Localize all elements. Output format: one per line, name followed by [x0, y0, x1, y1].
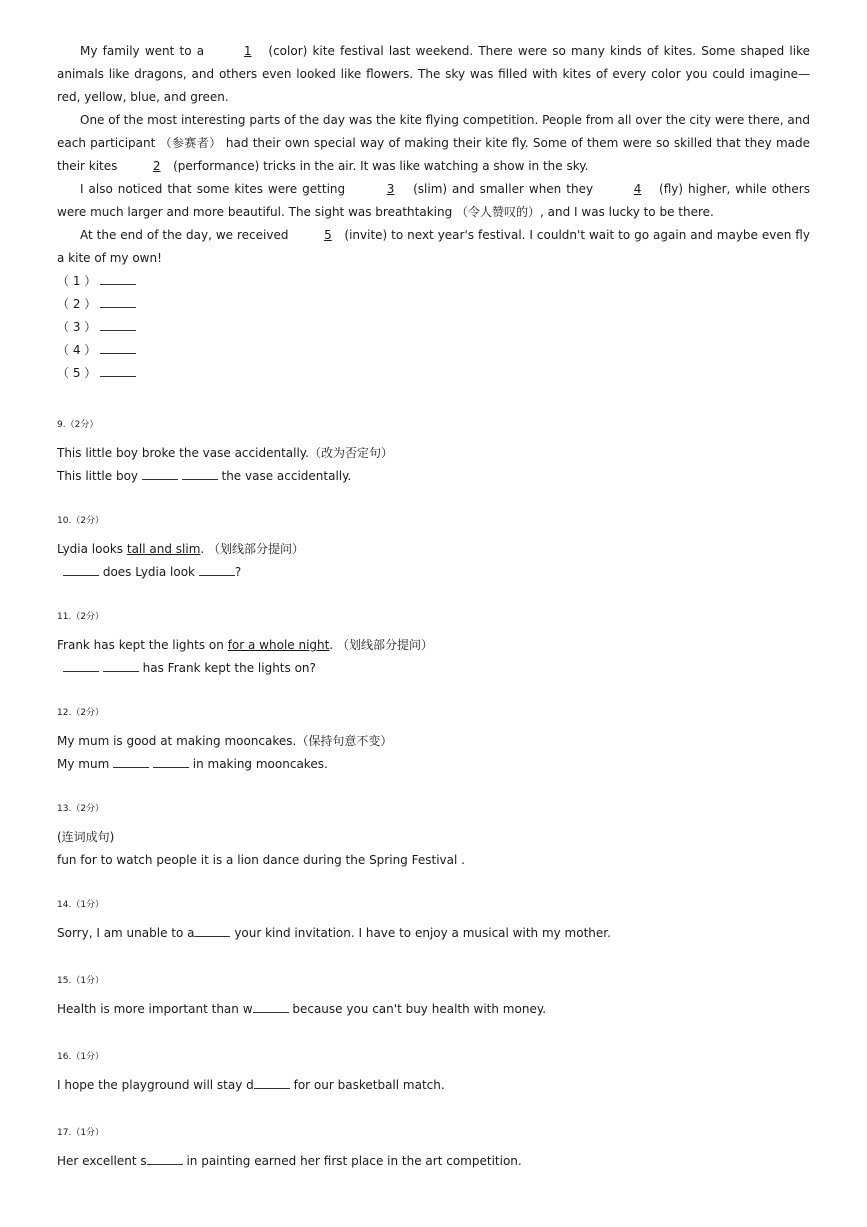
blank-4[interactable]: 4 — [633, 182, 642, 196]
question-sentence: Health is more important than w because you can't buy health with money. — [57, 1002, 547, 1016]
document-page — [57, 40, 810, 1173]
question-sentence: I hope the playground will stay d for our basketball match. — [57, 1078, 445, 1092]
question-number: 12.（2分） — [57, 708, 105, 718]
answer-blank[interactable] — [253, 1001, 289, 1013]
answer-blank[interactable] — [63, 564, 99, 576]
scrambled-words: fun for to watch people it is a lion dance during the Spring Festival . — [57, 853, 465, 867]
answer-field-3[interactable] — [100, 319, 136, 331]
answer-blank[interactable] — [153, 756, 189, 768]
question-number: 11.（2分） — [57, 612, 105, 622]
answer-row-1: （ 1 ） — [57, 270, 810, 293]
question-instruction: (连词成句) — [57, 830, 115, 844]
blank-3[interactable]: 3 — [386, 182, 395, 196]
answer-blank[interactable] — [103, 660, 139, 672]
question-sentence: Sorry, I am unable to a your kind invitation. I have to enjoy a musical with my mother. — [57, 926, 611, 940]
question-number: 15.（1分） — [57, 976, 105, 986]
question-13 — [57, 803, 810, 872]
question-14 — [57, 899, 810, 945]
blank-2[interactable]: 2 — [152, 159, 161, 173]
question-12 — [57, 707, 810, 776]
question-17 — [57, 1127, 810, 1173]
answer-field-5[interactable] — [100, 365, 136, 377]
answer-field-4[interactable] — [100, 342, 136, 354]
underlined-phrase: for a whole night — [227, 638, 330, 652]
question-number: 17.（1分） — [57, 1128, 105, 1138]
question-prompt: Frank has kept the lights on for a whole night. （划线部分提问） — [57, 638, 433, 652]
question-11 — [57, 611, 810, 680]
blank-1[interactable]: 1 — [243, 44, 252, 58]
answer-row-2: （ 2 ） — [57, 293, 810, 316]
question-16 — [57, 1051, 810, 1097]
question-number: 13.（2分） — [57, 804, 105, 814]
underlined-phrase: tall and slim — [126, 542, 201, 556]
answer-field-2[interactable] — [100, 296, 136, 308]
answer-row-4: （ 4 ） — [57, 339, 810, 362]
answer-line: My mum in making mooncakes. — [57, 757, 328, 771]
answer-blank[interactable] — [182, 468, 218, 480]
passage-paragraph-1: My family went to a 1 (color) kite festival last weekend. There were so many kinds of kites. Some shaped like animals like dragons, and others even looked like flowers. The sky was filled with kites of every color you could imagine—red, yellow, blue, and green. — [57, 40, 810, 109]
passage-paragraph-3: I also noticed that some kites were getting 3 (slim) and smaller when they 4 (fly) higher, while others were much larger and more beautiful. The sight was breathtaking （令人赞叹的）, and I was lucky to be there. — [57, 178, 810, 224]
blank-5[interactable]: 5 — [324, 228, 332, 242]
answer-row-3: （ 3 ） — [57, 316, 810, 339]
answer-line: This little boy the vase accidentally. — [57, 469, 352, 483]
answer-blank[interactable] — [63, 660, 99, 672]
answer-blank[interactable] — [199, 564, 235, 576]
question-10 — [57, 515, 810, 584]
answer-line: does Lydia look ? — [57, 561, 810, 584]
answer-row-5: （ 5 ） — [57, 362, 810, 385]
answer-blank[interactable] — [194, 925, 230, 937]
question-number: 10.（2分） — [57, 516, 105, 526]
question-prompt: This little boy broke the vase accidentally.（改为否定句） — [57, 446, 394, 460]
question-number: 14.（1分） — [57, 900, 105, 910]
question-number: 16.（1分） — [57, 1052, 105, 1062]
question-number: 9.（2分） — [57, 420, 99, 430]
passage-paragraph-4: At the end of the day, we received 5 (invite) to next year's festival. I couldn't wait to go again and maybe even fly a kite of my own! — [57, 224, 810, 270]
answer-blank[interactable] — [142, 468, 178, 480]
answer-blank[interactable] — [254, 1077, 290, 1089]
question-prompt: Lydia looks tall and slim. （划线部分提问） — [57, 542, 305, 556]
answer-field-1[interactable] — [100, 273, 136, 285]
answer-line: has Frank kept the lights on? — [57, 657, 810, 680]
passage-paragraph-2: One of the most interesting parts of the day was the kite flying competition. People from all over the city were there, and each participant （参赛者） had their own special way of making their kite fly. Some of them were so skilled that they made their kites 2 (performance) tricks in the air. It was like watching a show in the sky. — [57, 109, 810, 178]
question-9 — [57, 419, 810, 488]
answer-blank[interactable] — [147, 1153, 183, 1165]
question-sentence: Her excellent s in painting earned her first place in the art competition. — [57, 1154, 522, 1168]
answer-lines — [57, 270, 810, 385]
question-prompt: My mum is good at making mooncakes.（保持句意不变） — [57, 734, 393, 748]
question-15 — [57, 975, 810, 1021]
answer-blank[interactable] — [113, 756, 149, 768]
